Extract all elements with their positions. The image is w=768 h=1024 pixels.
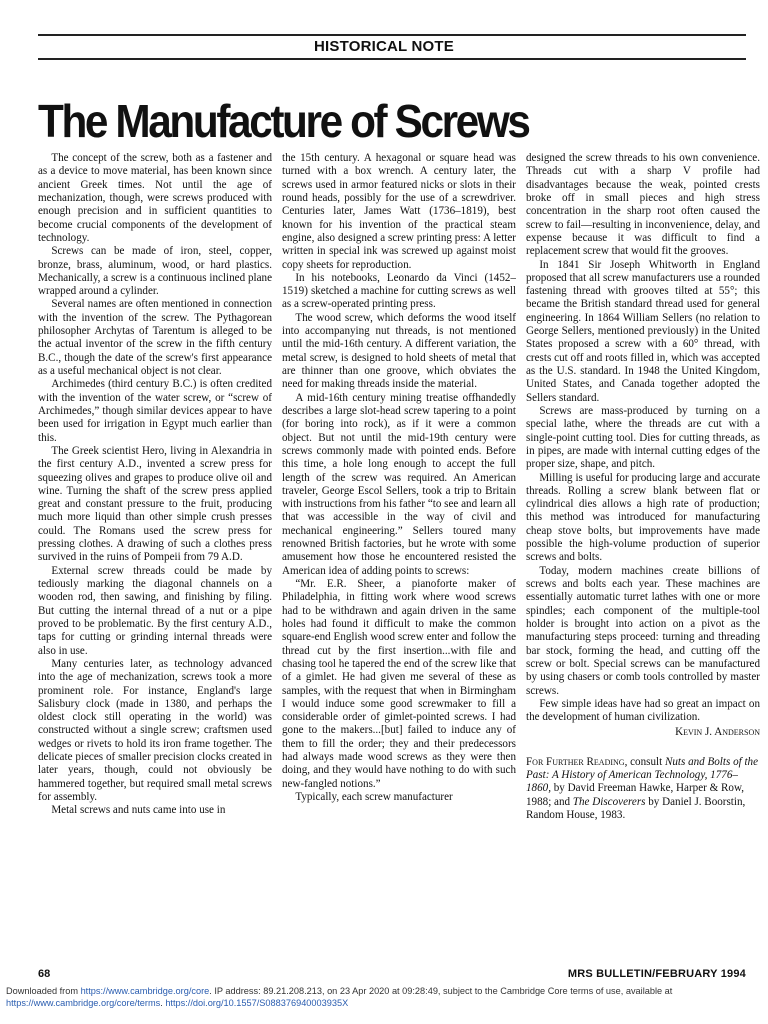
article-title: The Manufacture of Screws: [38, 95, 529, 147]
column-2: [282, 152, 516, 948]
paragraph: Archimedes (third century B.C.) is often credited with the invention of the water screw, or “screw of Archimedes,” though similar devices appear to have been used for irrigation in Egypt much earlier than this.: [38, 378, 272, 444]
paragraph: A mid-16th century mining treatise offhandedly describes a large slot-head screw tapering to a point (for boring into rock), as if it were a common object. But not until the mid-19th century were screws commonly made with pointed ends. Before this time, a hole long enough to accept the full length of the screw was required. An American traveler, George Escol Sellers, took a trip to Britain with instructions from his father “to see and learn all that was accessible in the way of civil and mechanical engineering.” Sellers toured many renowned British factories, but he wrote with some amusement how those he encountered resisted the American idea of adding points to screws:: [282, 391, 516, 577]
terms-link[interactable]: https://www.cambridge.org/core/terms: [6, 997, 161, 1008]
paragraph: In his notebooks, Leonardo da Vinci (1452–1519) sketched a machine for cutting screws as well as a screw-operated printing press.: [282, 271, 516, 311]
paragraph: In 1841 Sir Joseph Whitworth in England proposed that all screw manufacturers use a rounded fastening thread with grooves tilted at 55°; this became the British standard thread used for general engineering. In 1864 William Sellers (no relation to George Sellers, mentioned previously) in the United States proposed a screw with a 60° thread, with crests cut off and roots filled in, which was accepted as the U.S. standard. In 1948 the United Kingdom, United States, and Canada together adopted the Sellers standard.: [526, 258, 760, 404]
download-middle: . IP address: 89.21.208.213, on 23 Apr 2020 at 09:28:49, subject to the Cambridge Core terms of use, available at: [209, 986, 673, 996]
paragraph: Typically, each screw manufacturer: [295, 791, 453, 803]
page-number: 68: [38, 968, 51, 980]
paragraph: the 15th century. A hexagonal or square head was turned with a box wrench. A century later, the screws used in armor featured nicks or slots in their round heads, possibly for the use of a screwdriver. Centuries later, James Watt (1736–1819), best known for his invention of the practical steam engine, also designed a screw printing press: A letter written in special ink was screwed up against moist copy sheets for reproduction.: [282, 152, 516, 271]
paragraph: Several names are often mentioned in connection with the invention of the screw. The Pythagorean philosopher Archytas of Tarentum is alleged to be the actual inventor of the screw in the fifth century B.C., though the date of the screw's first appearance as a useful mechanical object is not clear.: [38, 298, 272, 377]
paragraph: Few simple ideas have had so great an impact on the development of human civilization.: [526, 697, 760, 724]
paragraph: designed the screw threads to his own convenience. Threads cut with a sharp V profile had disadvantages because the weak, pointed crests broke off in small pieces and high stress concentration in the sharp root often caused the screw to fail—resulting in inconvenience, delay, and expense because it was difficult to find a replacement screw that would fit the grooves.: [526, 152, 760, 258]
column-1: [38, 152, 272, 948]
cambridge-core-link[interactable]: https://www.cambridge.org/core: [80, 986, 210, 996]
paragraph: Milling is useful for producing large and accurate threads. Rolling a screw blank between flat or cylindrical dies allows a high rate of production; this method was introduced for manufacturing cheap stove bolts, but improvements have made possible the high-volume production of superior screws and bolts.: [526, 471, 760, 564]
further-reading: [526, 756, 760, 823]
further-reading-book2-title: The Discoverers: [572, 795, 646, 808]
further-reading-label: For Further Reading,: [526, 755, 628, 768]
paragraph: Many centuries later, as technology advanced into the age of mechanization, screws took a more prominent role. For instance, England's large Salisbury clock (made in 1380, and perhaps the oldest clock still operating in the world) was constructed without a single screw; craftsmen used wedges or rivets to hold its iron frame together. The delicate pieces of smaller precision clocks created in later years, though, could not obviously be hammered together, but required small metal screws for assembly.: [38, 657, 272, 803]
author-byline: Kevin J. Anderson: [675, 726, 760, 739]
paragraph: Screws can be made of iron, steel, copper, bronze, brass, aluminum, wood, or hard plastics. Mechanically, a screw is a continuous inclined plane wrapped around a cylinder.: [38, 245, 272, 298]
download-notice: [6, 986, 746, 1010]
paragraph: The wood screw, which deforms the wood itself into accompanying nut threads, is not mentioned until the mid-16th century. A different variation, the metal screw, is designed to hold sheets of metal that are thinner than one groove, which obviates the need for making threads inside the material.: [282, 311, 516, 391]
further-reading-consult: consult: [627, 755, 665, 768]
journal-issue: MRS BULLETIN/FEBRUARY 1994: [567, 968, 746, 980]
further-reading-book1-title: Nuts and Bolts of the Past: A History of American Technology, 1776–1860,: [526, 755, 759, 795]
further-reading-book2-details: by Daniel J. Boorstin, Random House, 1983.: [526, 795, 746, 821]
paragraph: Metal screws and nuts came into use in: [51, 804, 226, 817]
download-prefix: Downloaded from: [6, 986, 81, 996]
article-body: [38, 152, 760, 948]
doi-separator: .: [160, 997, 166, 1008]
column-3: [526, 152, 760, 948]
section-label: HISTORICAL NOTE: [314, 38, 454, 55]
doi-link[interactable]: https://doi.org/10.1557/S088376940003935X: [165, 997, 349, 1008]
header-rule-bottom: [38, 58, 746, 60]
quote-paragraph: “Mr. E.R. Sheer, a pianoforte maker of Philadelphia, in fitting work where wood screws had to be withdrawn and again driven in the same holes had found it difficult to make the common square-end English wood screw enter and follow the thread cut by the first insertion...with file and chasing tool he tapered the end of the screw like that of a gimlet. He had given me several of these as samples, with the request that when in Birmingham I would induce some good screwmaker to fill a considerable order of gimlet-pointed screws. I had gone to the makers...[but] failed to induce any of them to fill the order; they and their predecessors had always made wood screws as they were then doing, and they would have nothing to do with such new-fangled notions.”: [282, 578, 516, 790]
further-reading-book1-details: by David Freeman Hawke, Harper & Row, 1988; and: [526, 782, 745, 808]
paragraph: Screws are mass-produced by turning on a special lathe, where the threads are cut with a single-point cutting tool. Dies for cutting threads, as in pipes, are made with internal cutting edges of the proper size, shape, and pitch.: [526, 404, 760, 471]
paragraph: The concept of the screw, both as a fastener and as a device to move material, has been known since ancient Greek times. Not until the age of mechanization, though, were screws produced with enough precision and in sufficient quantities to become crucial components of the development of technology.: [38, 152, 272, 244]
header-rule-top: [38, 34, 746, 36]
paragraph: External screw threads could be made by tediously marking the diagonal channels on a wooden rod, then sawing, and finishing by filing. But cutting the internal thread of a nut or a pipe proved to be problematic. By the first century A.D., taps for cutting or grinding internal threads were also in use.: [38, 564, 272, 657]
paragraph: The Greek scientist Hero, living in Alexandria in the first century A.D., invented a screw press for squeezing olives and grapes to produce olive oil and wine. Turning the shaft of the screw press applied great and constant pressure to the fruit, producing much more liquid than other simple crush presses could. The Romans used the screw press for pressing clothes. A drawing of such a clothes press survived in the ruins of Pompeii from 79 A.D.: [38, 444, 272, 564]
paragraph: Today, modern machines create billions of screws and bolts each year. These machines are essentially automatic turret lathes with one or more spindles; each component of the multiple-tool holder is brought into action on a pivot as the manufacturing steps proceed: turning and threading bar stock, forming the head, and cutting off the screw or bolt. Special screws can be manufactured by using chasers or comb tools controlled by master screws.: [526, 564, 760, 697]
